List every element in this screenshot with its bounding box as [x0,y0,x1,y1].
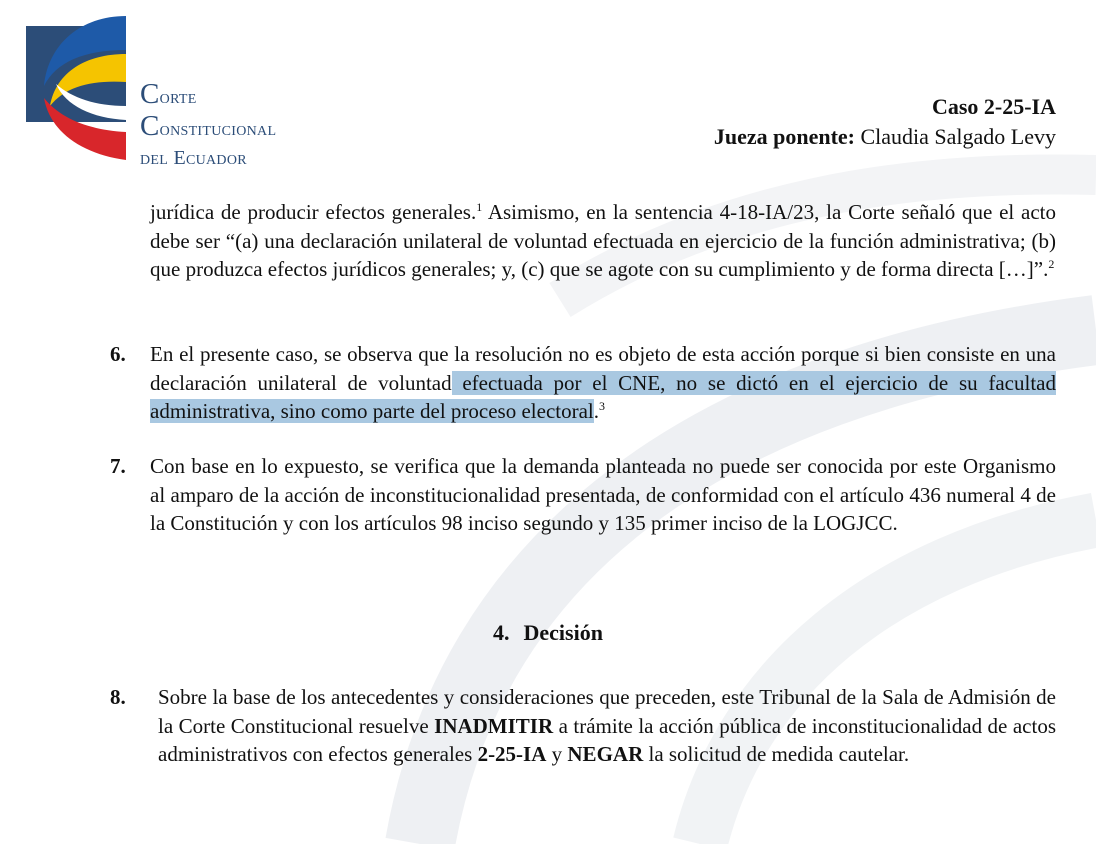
paragraph-8: 8. Sobre la base de los antecedentes y consideraciones que preceden, este Tribunal de la Sala de Admisión de la Corte Constitucional resuelve INADMITIR a trámite la acción pública de inconstitucionalidad de actos administrativos con efectos generales 2-25-IA y NEGAR la solicitud de medida cautelar. [110,685,1056,767]
section-title: Decisión [523,620,603,645]
footnote-ref-1[interactable]: 1 [476,200,483,214]
court-logo-wordmark [140,80,276,173]
judge-name: Claudia Salgado Levy [860,124,1056,149]
footnote-ref-2[interactable]: 2 [1048,257,1055,272]
judge-label: Jueza ponente: [713,124,855,149]
case-header [714,92,1056,152]
paragraph-number: 6. [110,342,126,366]
section-number: 4. [493,620,510,645]
footnote-ref-3[interactable]: 3 [599,399,606,414]
case-number: Caso 2-25-IA [931,94,1056,119]
court-emblem-icon [26,14,136,164]
paragraph-number: 7. [110,454,126,478]
section-heading [0,620,1096,646]
paragraph-number: 8. [110,685,126,709]
decision-inadmitir: INADMITIR [434,713,554,738]
case-reference: 2-25-IA [477,742,547,767]
highlighted-text[interactable]: efectuada por el CNE, no se dictó en el ejercicio de su facultad administrativa, sino como parte del proceso electoral [150,370,1056,424]
decision-negar: NEGAR [567,742,644,767]
paragraph-5-continuation: jurídica de producir efectos generales.$^1$ Asimismo, en la sentencia 4-18-IA/23, la Corte señaló que el acto debe ser “(a) una declaración unilateral de voluntad efectuada en ejercicio de la función administrativa; (b) que produzca efectos jurídicos generales; y, (c) que se agote con su cumplimiento y de forma directa […]”.$^2$ [150,200,1056,282]
paragraph-6: 6. En el presente caso, se observa que la resolución no es objeto de esta acción porque si bien consiste en una declaración unilateral de voluntad efectuada por el CNE, no se dictó en el ejercicio de su facultad administrativa, sino como parte del proceso electoral.$^3$ [110,342,1056,424]
paragraph-7: 7. Con base en lo expuesto, se verifica que la demanda planteada no puede ser conocida por este Organismo al amparo de la acción de inconstitucionalidad presentada, de conformidad con el artículo 436 numeral 4 de la Constitución y con los artículos 98 inciso segundo y 135 primer inciso de la LOGJCC. [110,454,1056,536]
logo-line-3: del Ecuador [140,147,247,169]
court-logo [26,14,406,174]
logo-line-1: Corte [140,78,197,110]
logo-line-2: Constitucional [140,110,277,142]
